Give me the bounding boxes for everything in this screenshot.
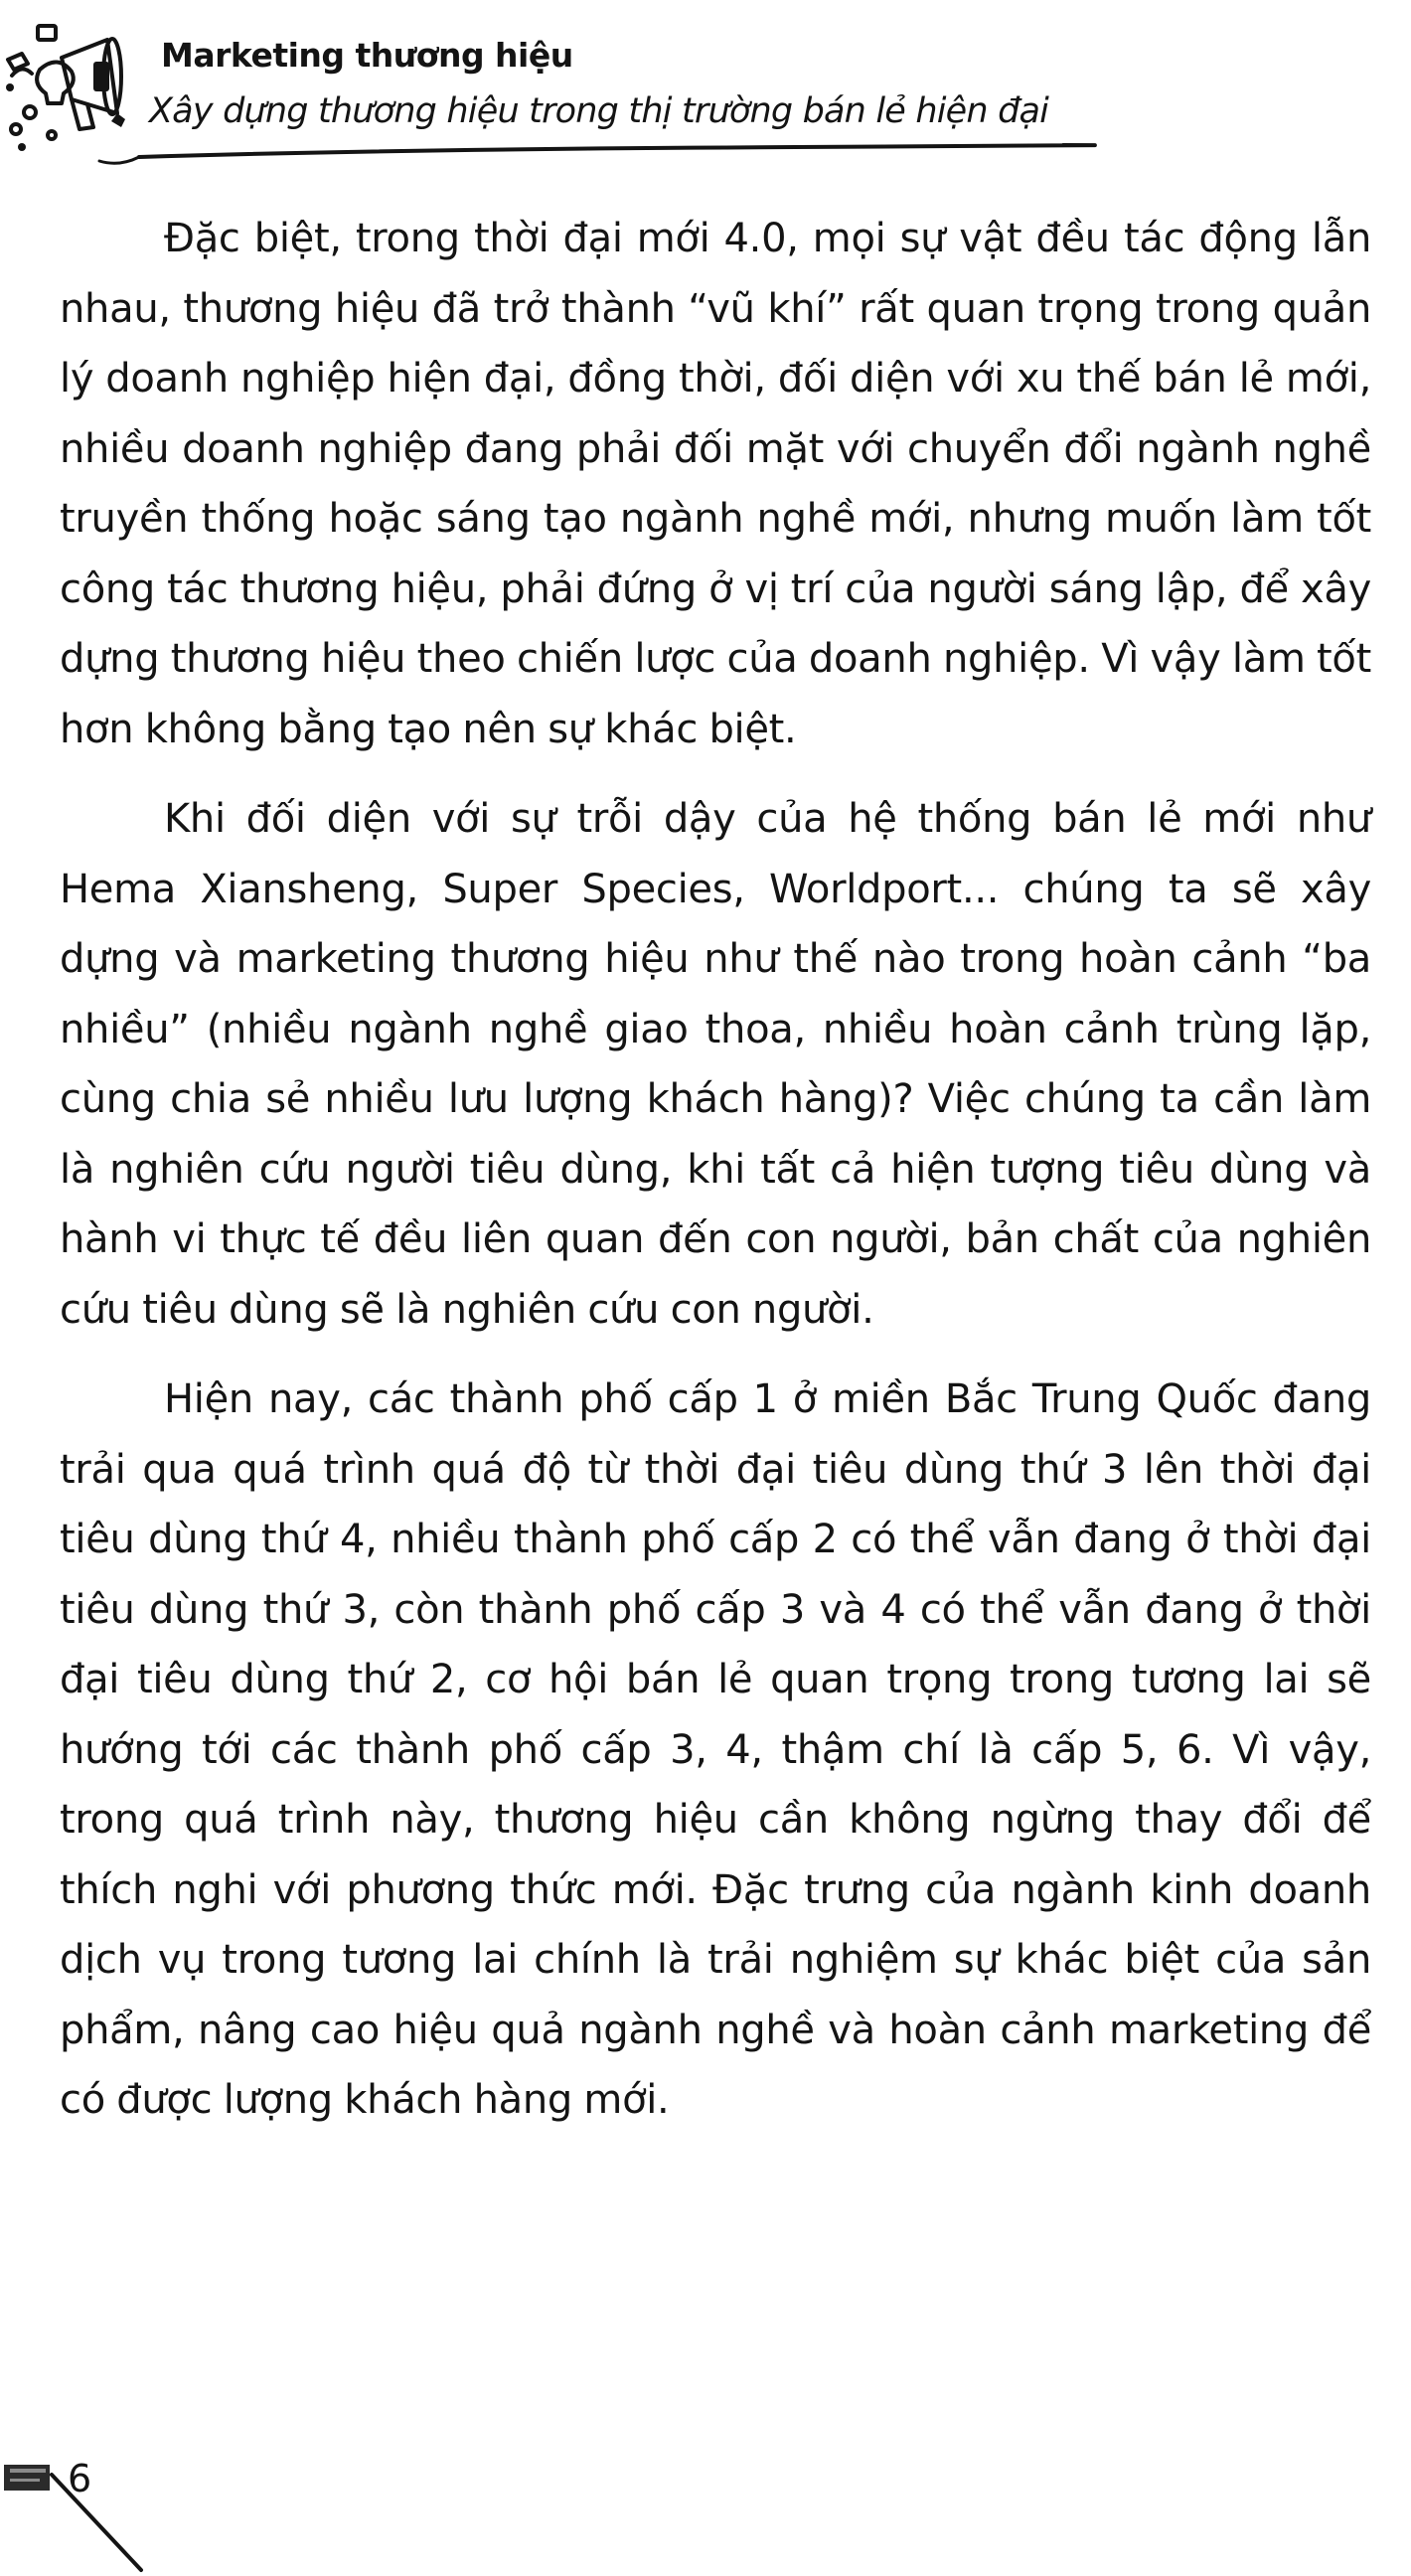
paragraph-1: Đặc biệt, trong thời đại mới 4.0, mọi sự vật đều tác động lẫn nhau, thương hiệu đã trở thành “vũ khí” rất quan trọng trong quản lý doanh nghiệp hiện đại, đồng thời, đối diện với xu thế bán lẻ mới, nhiều doanh nghiệp đang phải đối mặt với chuyển đổi ngành nghề truyền thống hoặc sáng tạo ngành nghề mới, nhưng muốn làm tốt công tác thương hiệu, phải đứng ở vị trí của người sáng lập, để xây dựng thương hiệu theo chiến lược của doanh nghiệp. Vì vậy làm tốt hơn không bằng tạo nên sự khác biệt. — [60, 216, 1371, 752]
body-text — [60, 204, 1371, 2156]
paragraph-2: Khi đối diện với sự trỗi dậy của hệ thống bán lẻ mới như Hema Xiansheng, Super Species, Worldport... chúng ta sẽ xây dựng và marketing thương hiệu như thế nào trong hoàn cảnh “ba nhiều” (nhiều ngành nghề giao thoa, nhiều hoàn cảnh trùng lặp, cùng chia sẻ nhiều lưu lượng khách hàng)? Việc chúng ta cần làm là nghiên cứu người tiêu dùng, khi tất cả hiện tượng tiêu dùng và hành vi thực tế đều liên quan đến con người, bản chất của nghiên cứu tiêu dùng sẽ là nghiên cứu con người. — [60, 796, 1371, 1333]
header-divider — [0, 127, 1411, 187]
book-subtitle: Xây dựng thương hiệu trong thị trường bán lẻ hiện đại — [149, 91, 1049, 131]
paragraph-3: Hiện nay, các thành phố cấp 1 ở miền Bắc Trung Quốc đang trải qua quá trình quá độ từ thời đại tiêu dùng thứ 3 lên thời đại tiêu dùng thứ 4, nhiều thành phố cấp 2 có thể vẫn đang ở thời đại tiêu dùng thứ 3, còn thành phố cấp 3 và 4 có thể vẫn đang ở thời đại tiêu dùng thứ 2, cơ hội bán lẻ quan trọng trong tương lai sẽ hướng tới các thành phố cấp 3, 4, thậm chí là cấp 5, 6. Vì vậy, trong quá trình này, thương hiệu cần không ngừng thay đổi để thích nghi với phương thức mới. Đặc trưng của ngành kinh doanh dịch vụ trong tương lai chính là trải nghiệm sự khác biệt của sản phẩm, nâng cao hiệu quả ngành nghề và hoàn cảnh marketing để có được lượng khách hàng mới. — [60, 1376, 1371, 2123]
book-title: Marketing thương hiệu — [161, 36, 573, 75]
page-number: 6 — [68, 2457, 92, 2500]
